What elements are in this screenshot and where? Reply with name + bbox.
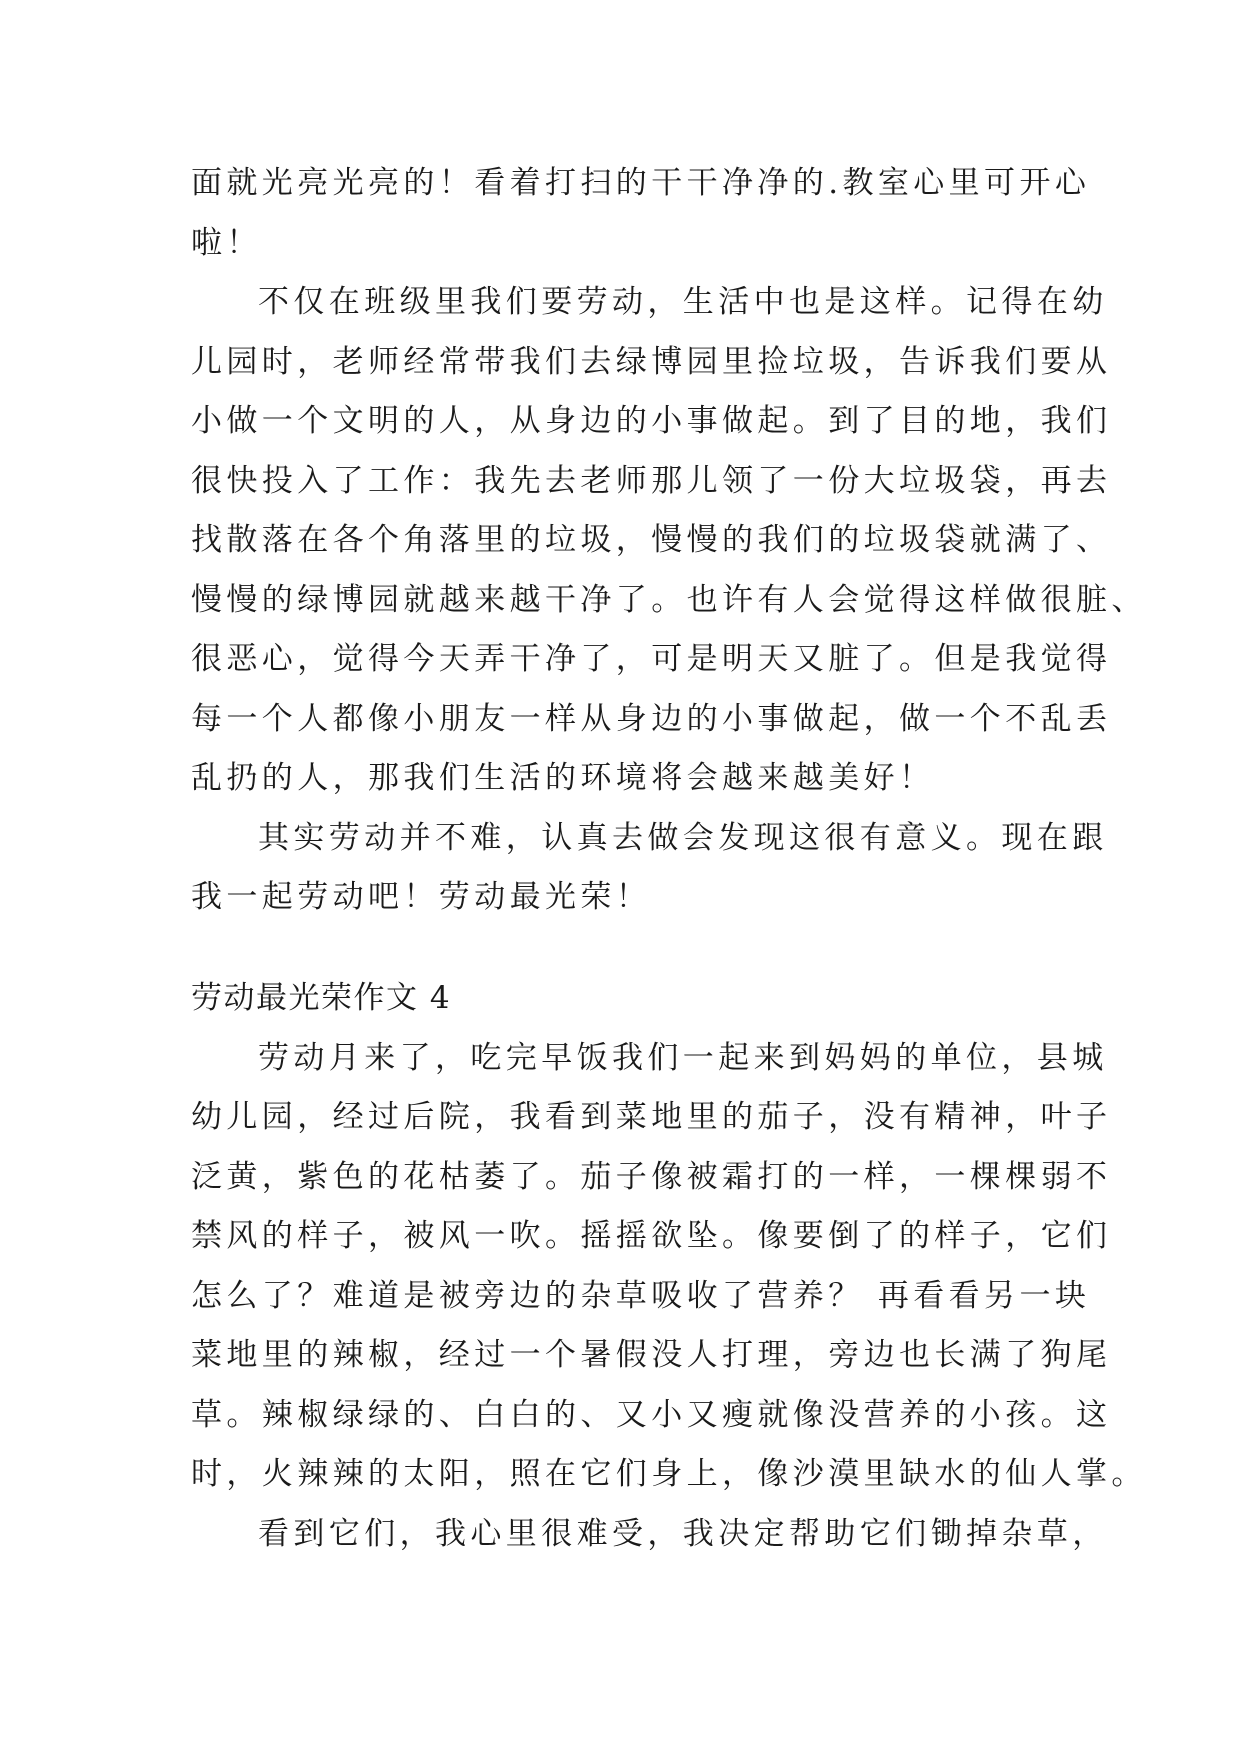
paragraph-line: 禁风的样子，被风一吹。摇摇欲坠。像要倒了的样子，它们 (191, 1218, 1112, 1254)
paragraph-line: 儿园时，老师经常带我们去绿博园里捡垃圾，告诉我们要从 (191, 344, 1112, 380)
paragraph-line: 乱扔的人，那我们生活的环境将会越来越美好！ (191, 760, 935, 796)
paragraph-line: 幼儿园，经过后院，我看到菜地里的茄子，没有精神，叶子 (191, 1099, 1112, 1135)
paragraph-line: 面就光亮光亮的！看着打扫的干干净净的.教室心里可开心 (191, 165, 1091, 201)
paragraph-first-line: 看到它们，我心里很难受，我决定帮助它们锄掉杂草， (258, 1516, 1108, 1552)
paragraph-line: 很快投入了工作：我先去老师那儿领了一份大垃圾袋，再去 (191, 463, 1112, 499)
paragraph-line: 草。辣椒绿绿的、白白的、又小又瘦就像没营养的小孩。这 (191, 1397, 1112, 1433)
paragraph-line: 怎么了？难道是被旁边的杂草吸收了营养？ 再看看另一块 (191, 1278, 1091, 1314)
paragraph-line: 时，火辣辣的太阳，照在它们身上，像沙漠里缺水的仙人掌。 (191, 1456, 1147, 1492)
paragraph-first-line: 不仅在班级里我们要劳动，生活中也是这样。记得在幼 (258, 284, 1108, 320)
paragraph-first-line: 其实劳动并不难，认真去做会发现这很有意义。现在跟 (258, 820, 1108, 856)
paragraph-line: 很恶心，觉得今天弄干净了，可是明天又脏了。但是我觉得 (191, 641, 1112, 677)
paragraph-line: 我一起劳动吧！劳动最光荣！ (191, 879, 652, 915)
paragraph-line: 泛黄，紫色的花枯萎了。茄子像被霜打的一样，一棵棵弱不 (191, 1159, 1112, 1195)
section-heading: 劳动最光荣作文 4 (191, 980, 452, 1016)
paragraph-line: 慢慢的绿博园就越来越干净了。也许有人会觉得这样做很脏、 (191, 582, 1147, 618)
paragraph-line: 小做一个文明的人，从身边的小事做起。到了目的地，我们 (191, 403, 1112, 439)
paragraph-line: 菜地里的辣椒，经过一个暑假没人打理，旁边也长满了狗尾 (191, 1337, 1112, 1373)
paragraph-line: 每一个人都像小朋友一样从身边的小事做起，做一个不乱丢 (191, 701, 1112, 737)
paragraph-first-line: 劳动月来了，吃完早饭我们一起来到妈妈的单位，县城 (258, 1040, 1108, 1076)
paragraph-line: 找散落在各个角落里的垃圾，慢慢的我们的垃圾袋就满了、 (191, 522, 1112, 558)
paragraph-line: 啦！ (191, 225, 262, 261)
